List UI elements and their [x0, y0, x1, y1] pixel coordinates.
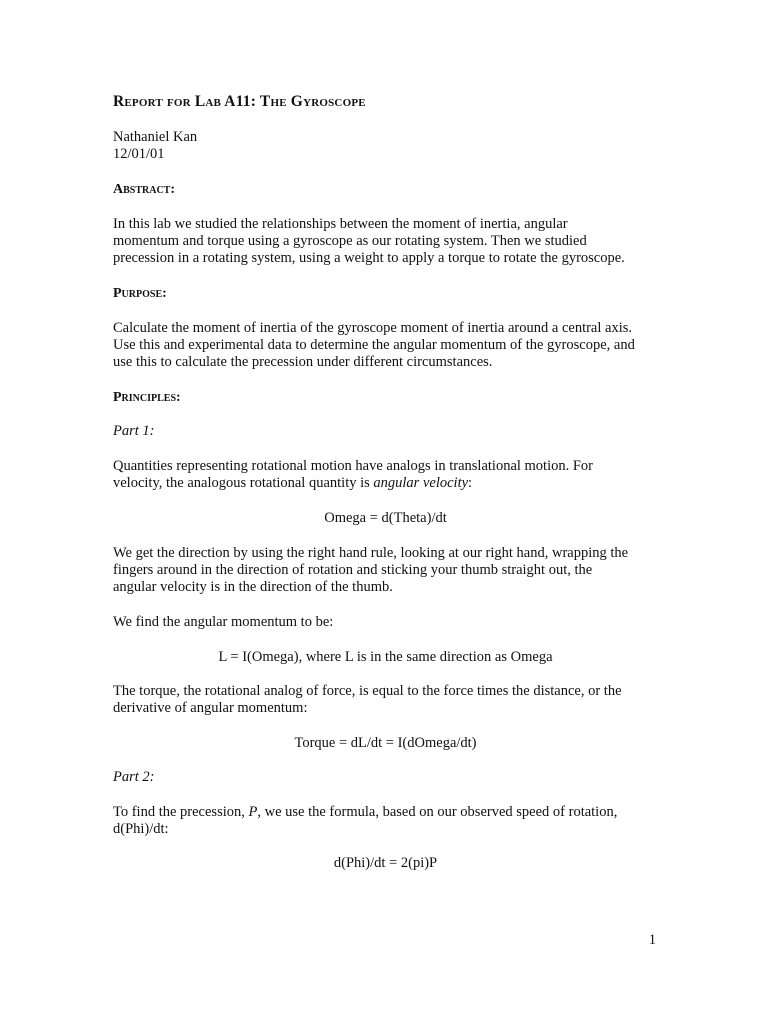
principles-p1-line-2 [113, 475, 658, 492]
author-name: Nathaniel Kan [113, 129, 198, 145]
principles-p3: We find the angular momentum to be: [113, 614, 334, 630]
abstract-line-1: In this lab we studied the relationships between the moment of inertia, angular [113, 216, 568, 232]
p5-line1-text: To find the precession, [113, 804, 249, 820]
report-title: Report for Lab A11: The Gyroscope [113, 93, 366, 110]
p1-line2-colon: : [468, 475, 473, 491]
purpose-line-3: use this to calculate the precession under different circumstances. [113, 354, 493, 370]
equation-precession: d(Phi)/dt = 2(pi)P [333, 855, 438, 871]
p5-line1-rest: , we use the formula, based on our observed speed of rotation, [257, 804, 618, 820]
principles-heading: Principles: [113, 390, 181, 405]
page-number: 1 [648, 932, 656, 948]
report-date: 12/01/01 [113, 146, 165, 162]
principles-p4-line-1: The torque, the rotational analog of force, is equal to the force times the distance, or the [113, 683, 622, 699]
principles-p1-line-1: Quantities representing rotational motion have analogs in translational motion. For [113, 458, 594, 474]
angular-velocity-term: angular velocity [373, 475, 469, 491]
purpose-line-2: Use this and experimental data to determine the angular momentum of the gyroscope, and [113, 337, 635, 353]
equation-torque: Torque = dL/dt = I(dOmega/dt) [294, 735, 477, 751]
p1-line2-text: velocity, the analogous rotational quantity is [113, 475, 374, 491]
principles-p2-line-2: fingers around in the direction of rotation and sticking your thumb straight out, the [113, 562, 593, 578]
equation-angular-momentum: L = I(Omega), where L is in the same direction as Omega [218, 649, 553, 665]
principles-p5-line-1 [113, 804, 658, 821]
part1-label: Part 1: [113, 423, 155, 439]
principles-p2-line-1: We get the direction by using the right hand rule, looking at our right hand, wrapping the [113, 545, 629, 561]
precession-symbol: P [248, 804, 258, 820]
abstract-line-3: precession in a rotating system, using a weight to apply a torque to rotate the gyroscope. [113, 250, 625, 266]
equation-omega: Omega = d(Theta)/dt [324, 510, 447, 526]
abstract-heading: Abstract: [113, 182, 176, 197]
principles-p2-line-3: angular velocity is in the direction of the thumb. [113, 579, 393, 595]
purpose-heading: Purpose: [113, 286, 167, 301]
abstract-line-2: momentum and torque using a gyroscope as our rotating system. Then we studied [113, 233, 587, 249]
purpose-line-1: Calculate the moment of inertia of the gyroscope moment of inertia around a central axis. [113, 320, 632, 336]
principles-p5-line-2: d(Phi)/dt: [113, 821, 169, 837]
part2-label: Part 2: [113, 769, 155, 785]
principles-p4-line-2: derivative of angular momentum: [113, 700, 308, 716]
